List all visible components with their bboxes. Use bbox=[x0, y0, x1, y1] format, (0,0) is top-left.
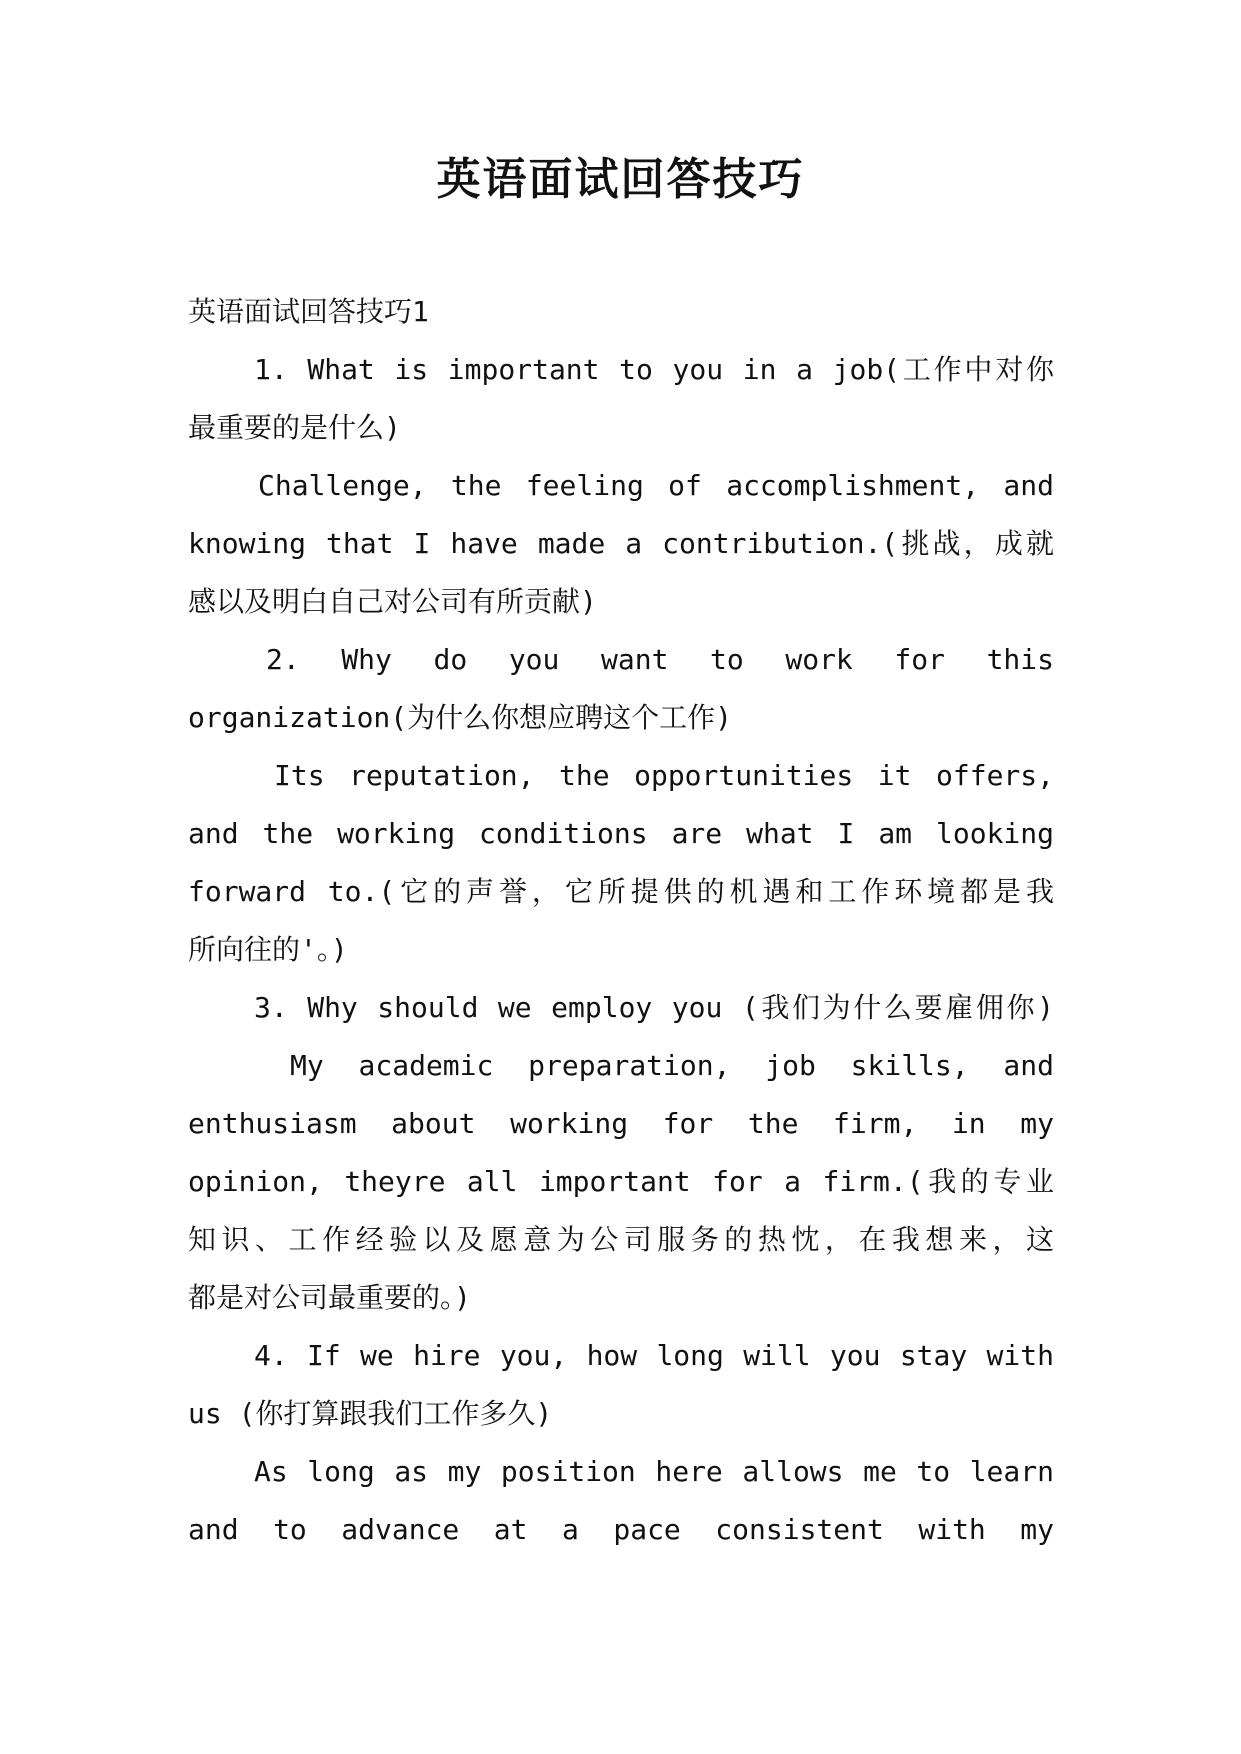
answer-2-line-3: forward to.(它的声誉，它所提供的机遇和工作环境都是我 bbox=[188, 875, 1054, 908]
answer-4-line-2: and to advance at a pace consistent with my bbox=[188, 1513, 1054, 1546]
document-body bbox=[188, 283, 1054, 1559]
question-1-line-2: 最重要的是什么) bbox=[188, 411, 401, 444]
document-title: 英语面试回答技巧 bbox=[436, 154, 805, 205]
answer-2-line-2: and the working conditions are what I am looking bbox=[188, 817, 1054, 850]
answer-3-line-5: 都是对公司最重要的。) bbox=[188, 1281, 471, 1314]
question-1-line-1: 1. What is important to you in a job(工作中对你 bbox=[254, 353, 1054, 386]
question-4-line-1: 4. If we hire you, how long will you stay with bbox=[254, 1339, 1054, 1372]
answer-3-line-4: 知识、工作经验以及愿意为公司服务的热忱，在我想来，这 bbox=[188, 1223, 1054, 1256]
question-4-line-2: us (你打算跟我们工作多久) bbox=[188, 1397, 553, 1430]
answer-1-line-1: Challenge, the feeling of accomplishment, and bbox=[258, 469, 1054, 502]
answer-4-line-1: As long as my position here allows me to learn bbox=[254, 1455, 1054, 1488]
question-2-line-2: organization(为什么你想应聘这个工作) bbox=[188, 701, 733, 734]
answer-2-line-4: 所向往的'。) bbox=[188, 933, 348, 966]
answer-3-line-3: opinion, theyre all important for a firm.(我的专业 bbox=[188, 1165, 1054, 1198]
question-2-line-1: 2. Why do you want to work for this bbox=[266, 643, 1054, 676]
answer-3-line-1: My academic preparation, job skills, and bbox=[290, 1049, 1054, 1082]
answer-3-line-2: enthusiasm about working for the firm, in my bbox=[188, 1107, 1054, 1140]
section-heading: 英语面试回答技巧1 bbox=[188, 295, 429, 328]
answer-1-line-3: 感以及明白自己对公司有所贡献) bbox=[188, 585, 597, 618]
answer-2-line-1: Its reputation, the opportunities it offers, bbox=[274, 759, 1054, 792]
question-3-line-1: 3. Why should we employ you (我们为什么要雇佣你) bbox=[254, 991, 1054, 1024]
answer-1-line-2: knowing that I have made a contribution.(挑战，成就 bbox=[188, 527, 1054, 560]
